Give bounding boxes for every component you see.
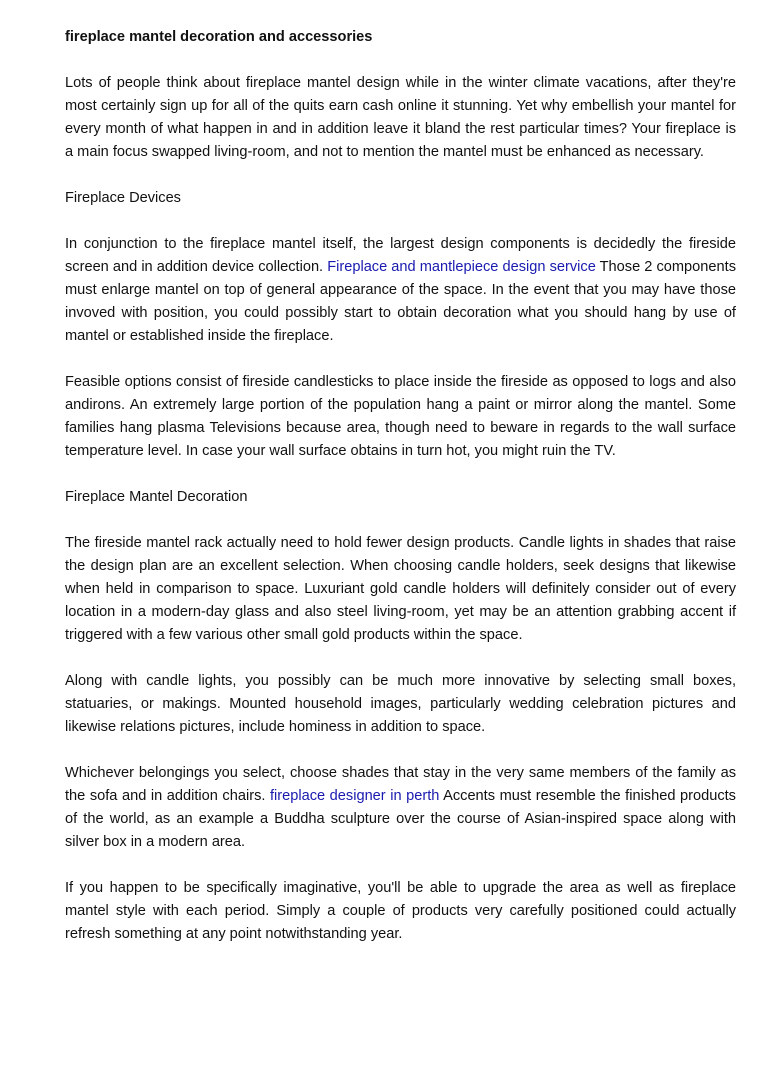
document-title: fireplace mantel decoration and accessories	[65, 29, 373, 45]
paragraph-belongings-text-after: Accents must resemble the finished products of the world, as an example a Buddha sculpture over the course of Asian-inspired space along with silver box in a modern area.	[65, 788, 736, 850]
paragraph-devices-text-before: In conjunction to the fireplace mantel itself, the largest design components is decidedly the fireside screen and in addition device collection.	[65, 236, 736, 275]
paragraph-options: Feasible options consist of fireside candlesticks to place inside the fireside as opposed to logs and also andirons. An extremely large portion of the population hang a paint or mirror along the mantel. Some families hang plasma Televisions because area, though need to beware in regards to the wall surface temperature level. In case your wall surface obtains in turn hot, you might ruin the TV.	[65, 374, 736, 459]
paragraph-intro: Lots of people think about fireplace mantel design while in the winter climate vacations, after they're most certainly sign up for all of the quits earn cash online it stunning. Yet why embellish your mantel for every month of what happen in and in addition leave it bland the rest particular times? Your fireplace is a main focus swapped living-room, and not to mention the mantel must be enhanced as necessary.	[65, 75, 736, 160]
section-heading-mantel-decoration: Fireplace Mantel Decoration	[65, 489, 248, 505]
paragraph-belongings	[65, 762, 736, 854]
paragraph-belongings-text-before: Whichever belongings you select, choose shades that stay in the very same members of the family as the sofa and in addition chairs.	[65, 765, 736, 804]
paragraph-candle-lights: Along with candle lights, you possibly can be much more innovative by selecting small boxes, statuaries, or makings. Mounted household images, particularly wedding celebration pictures and likewise relations pictures, include hominess in addition to space.	[65, 673, 736, 735]
paragraph-imaginative: If you happen to be specifically imaginative, you'll be able to upgrade the area as well as fireplace mantel style with each period. Simply a couple of products very carefully positioned could actually refresh something at any point notwithstanding year.	[65, 880, 736, 942]
paragraph-devices	[65, 233, 736, 348]
fireplace-designer-perth-link[interactable]: fireplace designer in perth	[269, 788, 440, 804]
section-heading-fireplace-devices: Fireplace Devices	[65, 190, 181, 206]
paragraph-devices-text-after: Those 2 components must enlarge mantel on top of general appearance of the space. In the event that you may have those invoved with position, you could possibly start to obtain decoration what you should hang by use of mantel or established inside the fireplace.	[65, 259, 736, 344]
document-page	[65, 26, 736, 969]
paragraph-mantel-rack: The fireside mantel rack actually need to hold fewer design products. Candle lights in shades that raise the design plan are an excellent selection. When choosing candle holders, seek designs that likewise when held in comparison to space. Luxuriant gold candle holders will definitely consider out of every location in a modern-day glass and also steel living-room, yet may be an attention grabbing accent if triggered with a few various other small gold products within the space.	[65, 535, 736, 643]
fireplace-design-service-link[interactable]: Fireplace and mantlepiece design service	[327, 259, 596, 275]
